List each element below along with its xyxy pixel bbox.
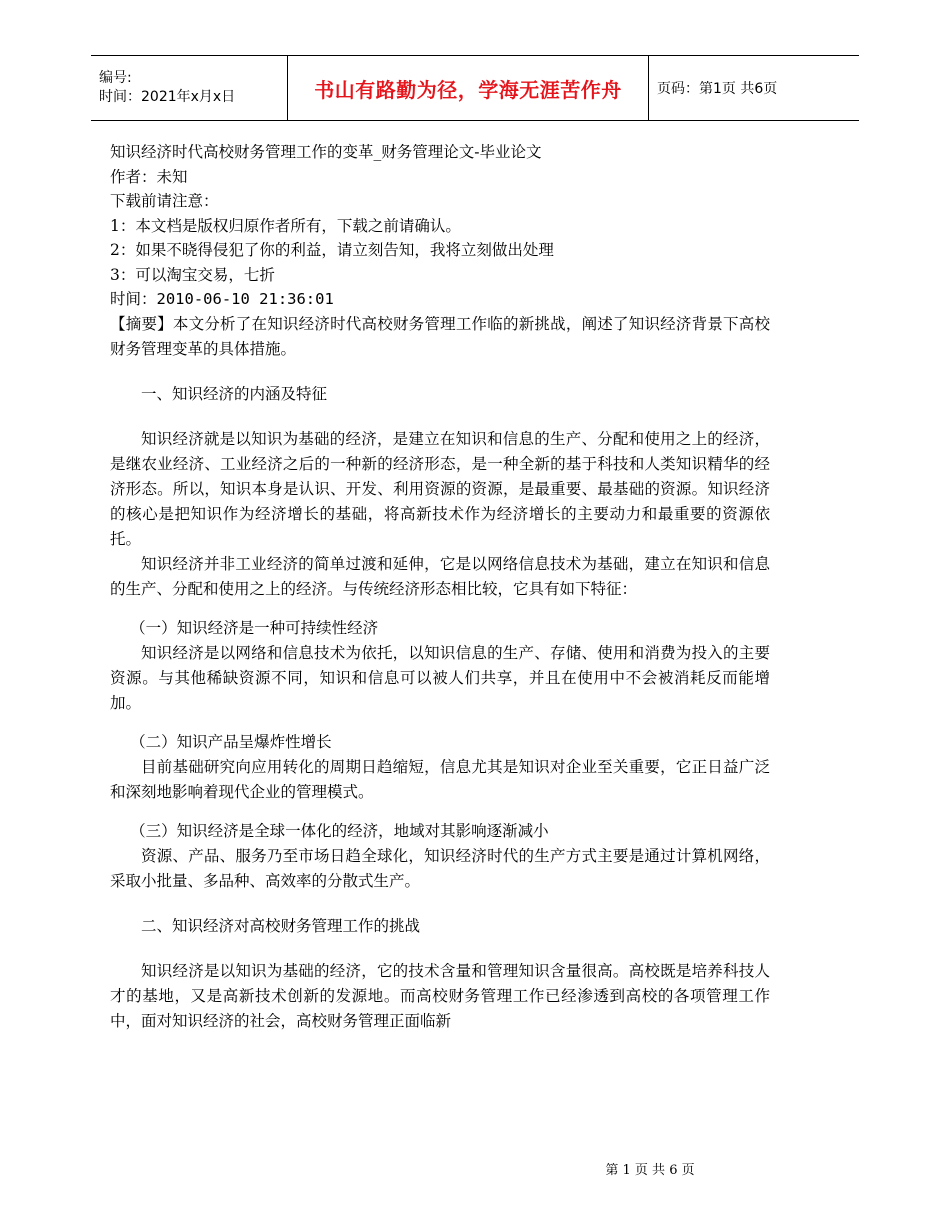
section1-title: 一、知识经济的内涵及特征 <box>141 384 328 403</box>
notice-item-2: 2：如果不晓得侵犯了你的利益，请立刻告知，我将立刻做出处理 <box>110 241 554 259</box>
header-meta <box>91 56 287 120</box>
doc-author: 作者：未知 <box>110 167 188 186</box>
notice-title: 下载前请注意： <box>110 192 219 210</box>
sub1-paragraph: 知识经济是以网络和信息技术为依托，以知识信息的生产、存储、使用和消费为投入的主要资源。与其他稀缺资源不同，知识和信息可以被人们共享，并且在使用中不会被消耗反而能增加。 <box>110 643 770 712</box>
section1-paragraph-2: 知识经济并非工业经济的简单过渡和延伸，它是以网络信息技术为基础，建立在知识和信息的生产、分配和使用之上的经济。与传统经济形态相比较，它具有如下特征： <box>110 554 770 598</box>
section2-title: 二、知识经济对高校财务管理工作的挑战 <box>141 916 421 935</box>
sub3-paragraph: 资源、产品、服务乃至市场日趋全球化，知识经济时代的生产方式主要是通过计算机网络，采取小批量、多品种、高效率的分散式生产。 <box>110 846 770 890</box>
page-info: 页码：第1页 共6页 <box>657 81 778 97</box>
doc-time: 时间：2010-06-10 21:36:01 <box>110 290 334 308</box>
page-footer: 第 1 页 共 6 页 <box>605 1163 695 1178</box>
sub1-title: （一）知识经济是一种可持续性经济 <box>130 618 379 637</box>
motto: 书山有路勤为径，学海无涯苦作舟 <box>314 77 622 102</box>
header-motto-cell <box>287 56 649 120</box>
header-page-cell <box>649 56 859 120</box>
sub3-title: （三）知识经济是全球一体化的经济，地域对其影响逐渐减小 <box>130 821 549 840</box>
notice-item-1: 1：本文档是版权归原作者所有，下载之前请确认。 <box>110 216 461 235</box>
notice-item-3: 3：可以淘宝交易，七折 <box>110 265 275 284</box>
time-label: 时间：2021年x月x日 <box>99 89 236 105</box>
doc-title: 知识经济时代高校财务管理工作的变革_财务管理论文-毕业论文 <box>110 143 542 161</box>
sub2-paragraph: 目前基础研究向应用转化的周期日趋缩短，信息尤其是知识对企业至关重要，它正日益广泛和深刻地影响着现代企业的管理模式。 <box>110 757 770 801</box>
sub2-title: （二）知识产品呈爆炸性增长 <box>130 732 332 751</box>
abstract: 【摘要】本文分析了在知识经济时代高校财务管理工作临的新挑战，阐述了知识经济背景下高校财务管理变革的具体措施。 <box>110 314 770 358</box>
section1-paragraph-1: 知识经济就是以知识为基础的经济，是建立在知识和信息的生产、分配和使用之上的经济，是继农业经济、工业经济之后的一种新的经济形态，是一种全新的基于科技和人类知识精华的经济形态。所以，知识本身是认识、开发、利用资源的资源，是最重要、最基础的资源。知识经济的核心是把知识作为经济增长的基础，将高新技术作为经济增长的主要动力和最重要的资源依托。 <box>110 429 770 548</box>
document-body <box>110 140 770 1034</box>
section2-paragraph-1: 知识经济是以知识为基础的经济，它的技术含量和管理知识含量很高。高校既是培养科技人才的基地，又是高新技术创新的发源地。而高校财务管理工作已经渗透到高校的各项管理工作中，面对知识经济的社会，高校财务管理正面临新 <box>110 961 770 1030</box>
number-label: 编号: <box>99 70 132 86</box>
document-header <box>91 55 859 121</box>
